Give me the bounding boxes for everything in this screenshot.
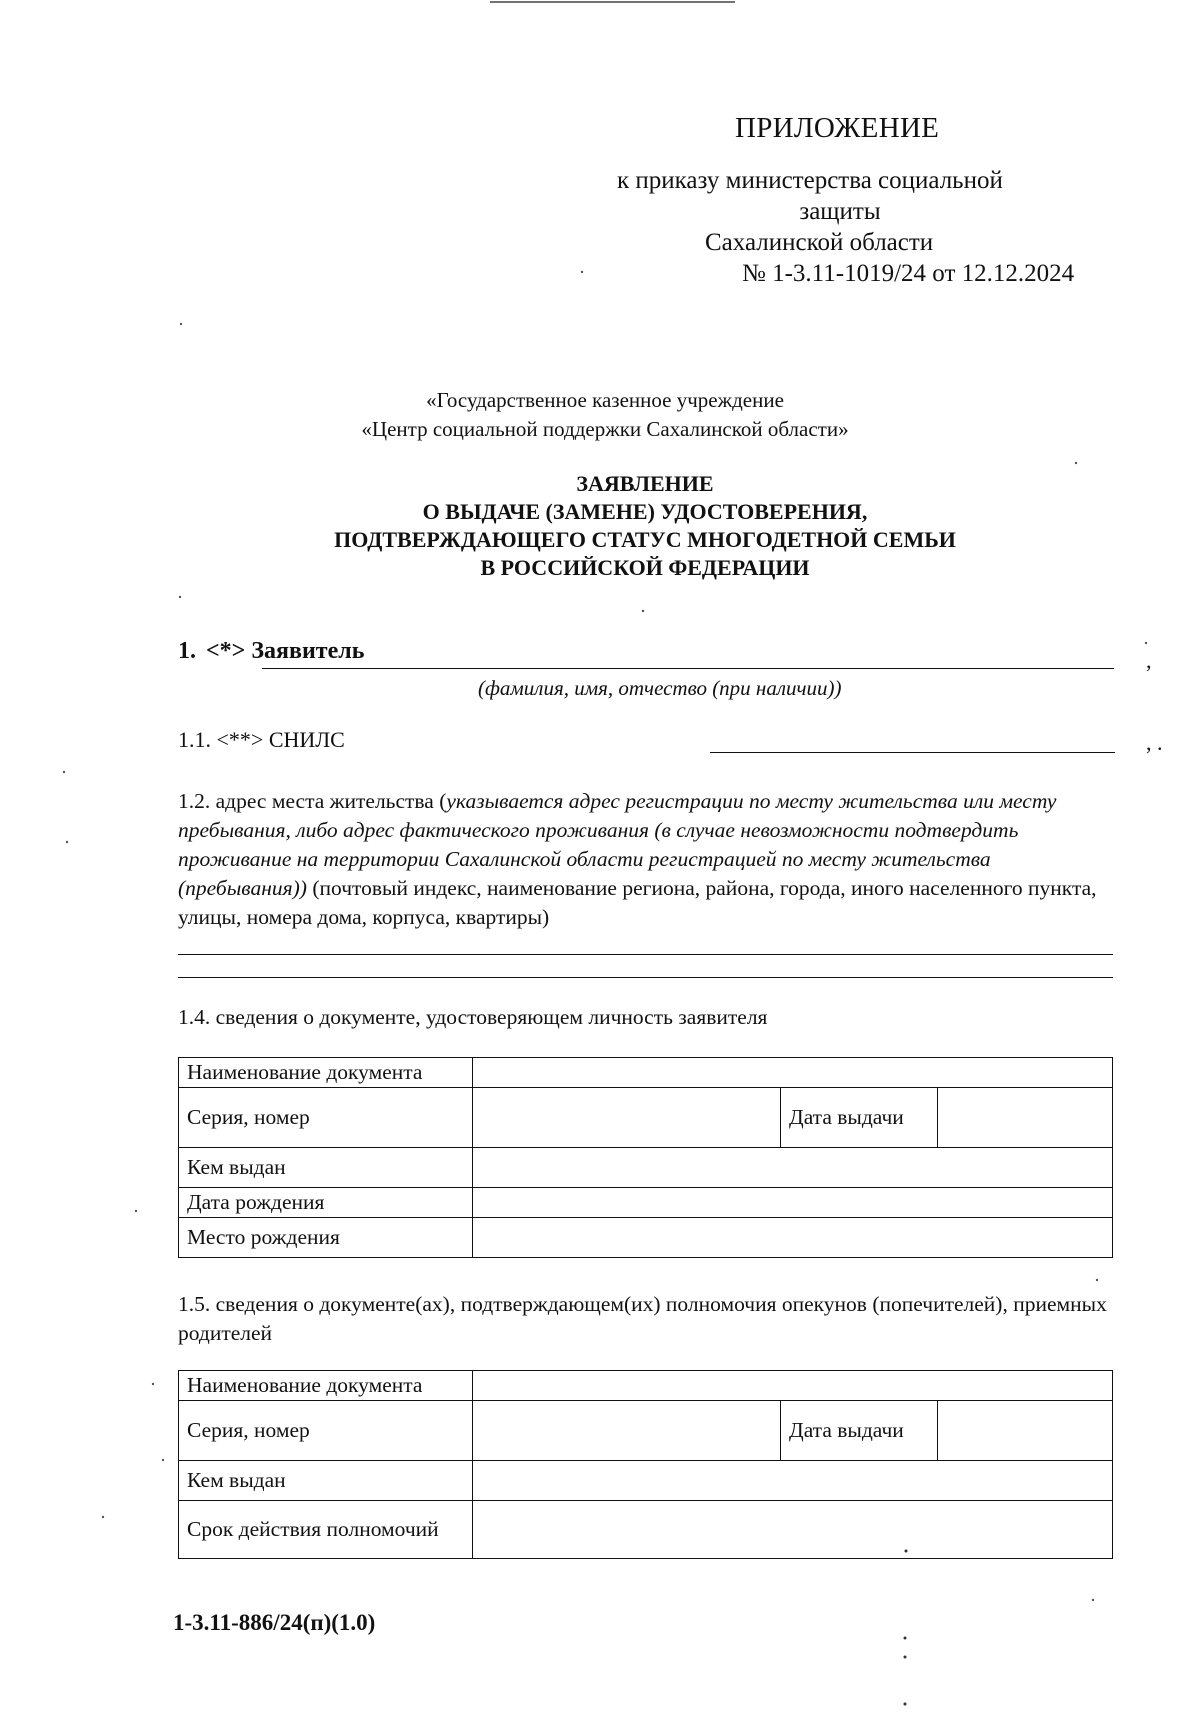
section-number: 1. xyxy=(178,638,196,664)
issue-date-label: Дата выдачи xyxy=(781,1401,938,1461)
issued-by-cell[interactable] xyxy=(473,1148,1113,1188)
order-number: № 1-3.11-1019/24 от 12.12.2024 xyxy=(742,260,1075,287)
table-row xyxy=(179,1058,1113,1088)
order-line: Сахалинской области xyxy=(705,229,934,256)
table-row xyxy=(179,1148,1113,1188)
address-suffix: (почтовый индекс, наименование региона, района, города, иного населенного пункта, улицы, номера дома, корпуса, квартиры) xyxy=(178,876,1097,929)
document-title xyxy=(240,470,1050,582)
table-row xyxy=(179,1218,1113,1258)
title-line: ЗАЯВЛЕНИЕ xyxy=(576,471,714,496)
institution-line: «Центр социальной поддержки Сахалинской области» xyxy=(361,417,849,441)
section-1-5-heading: 1.5. сведения о документе(ах), подтверждающем(их) полномочия опекунов (попечителей), приемных родителей xyxy=(178,1292,1107,1345)
issue-date-label: Дата выдачи xyxy=(781,1088,938,1148)
doc-name-label: Наименование документа xyxy=(179,1371,473,1401)
issued-by-cell[interactable] xyxy=(473,1461,1113,1501)
applicant-name-hint: (фамилия, имя, отчество (при наличии)) xyxy=(478,676,842,700)
doc-name-label: Наименование документа xyxy=(179,1058,473,1088)
applicant-field-label xyxy=(178,638,364,665)
validity-cell[interactable] xyxy=(473,1501,1113,1559)
institution-name xyxy=(300,386,910,444)
address-instructions xyxy=(178,787,1113,932)
series-cell[interactable] xyxy=(473,1401,781,1461)
issued-by-label: Кем выдан xyxy=(179,1148,473,1188)
birth-date-label: Дата рождения xyxy=(179,1188,473,1218)
appendix-title: ПРИЛОЖЕНИЕ xyxy=(735,112,940,144)
address-prefix: 1.2. адрес места жительства ( xyxy=(178,789,447,813)
series-label: Серия, номер xyxy=(179,1088,473,1148)
doc-name-cell[interactable] xyxy=(473,1058,1113,1088)
birth-place-cell[interactable] xyxy=(473,1218,1113,1258)
issue-date-cell[interactable] xyxy=(937,1088,1112,1148)
address-italic-note: указывается адрес регистрации по месту жительства или месту пребывания, либо адрес фактического проживания (в случае невозможности подтвердить проживание на территории Сахалинской области регистрацией по месту жительства (пребывания)) xyxy=(178,789,1057,900)
validity-label: Срок действия полномочий xyxy=(179,1501,473,1559)
issue-date-cell[interactable] xyxy=(937,1401,1112,1461)
doc-name-cell[interactable] xyxy=(473,1371,1113,1401)
table-row xyxy=(179,1188,1113,1218)
section-1-4-heading: 1.4. сведения о документе, удостоверяющем личность заявителя xyxy=(178,1005,768,1029)
title-line: ПОДТВЕРЖДАЮЩЕГО СТАТУС МНОГОДЕТНОЙ СЕМЬИ xyxy=(334,527,956,552)
table-row xyxy=(179,1401,1113,1461)
title-line: В РОССИЙСКОЙ ФЕДЕРАЦИИ xyxy=(480,555,810,580)
snils-trailing-mark: , . xyxy=(1146,730,1163,755)
institution-line: «Государственное казенное учреждение xyxy=(426,388,784,412)
table-row xyxy=(179,1088,1113,1148)
title-line: О ВЫДАЧЕ (ЗАМЕНЕ) УДОСТОВЕРЕНИЯ, xyxy=(422,499,868,524)
address-line[interactable] xyxy=(178,977,1113,978)
identity-document-table xyxy=(178,1057,1113,1258)
order-line: к приказу министерства социальной xyxy=(617,167,1003,194)
applicant-label: <*> Заявитель xyxy=(206,638,365,664)
table-row xyxy=(179,1371,1113,1401)
applicant-name-line[interactable] xyxy=(262,668,1114,669)
applicant-trailing-mark: , xyxy=(1146,648,1152,673)
table-row xyxy=(179,1461,1113,1501)
series-label: Серия, номер xyxy=(179,1401,473,1461)
birth-place-label: Место рождения xyxy=(179,1218,473,1258)
document-code: 1-3.11-886/24(п)(1.0) xyxy=(173,1610,376,1635)
birth-date-cell[interactable] xyxy=(473,1188,1113,1218)
order-reference xyxy=(600,165,1160,289)
table-row xyxy=(179,1501,1113,1559)
guardian-document-table xyxy=(178,1370,1113,1559)
series-cell[interactable] xyxy=(473,1088,781,1148)
address-line[interactable] xyxy=(178,954,1113,955)
order-line: защиты xyxy=(799,198,881,225)
snils-label: 1.1. <**> СНИЛС xyxy=(178,727,345,752)
snils-line[interactable] xyxy=(710,752,1115,753)
issued-by-label: Кем выдан xyxy=(179,1461,473,1501)
